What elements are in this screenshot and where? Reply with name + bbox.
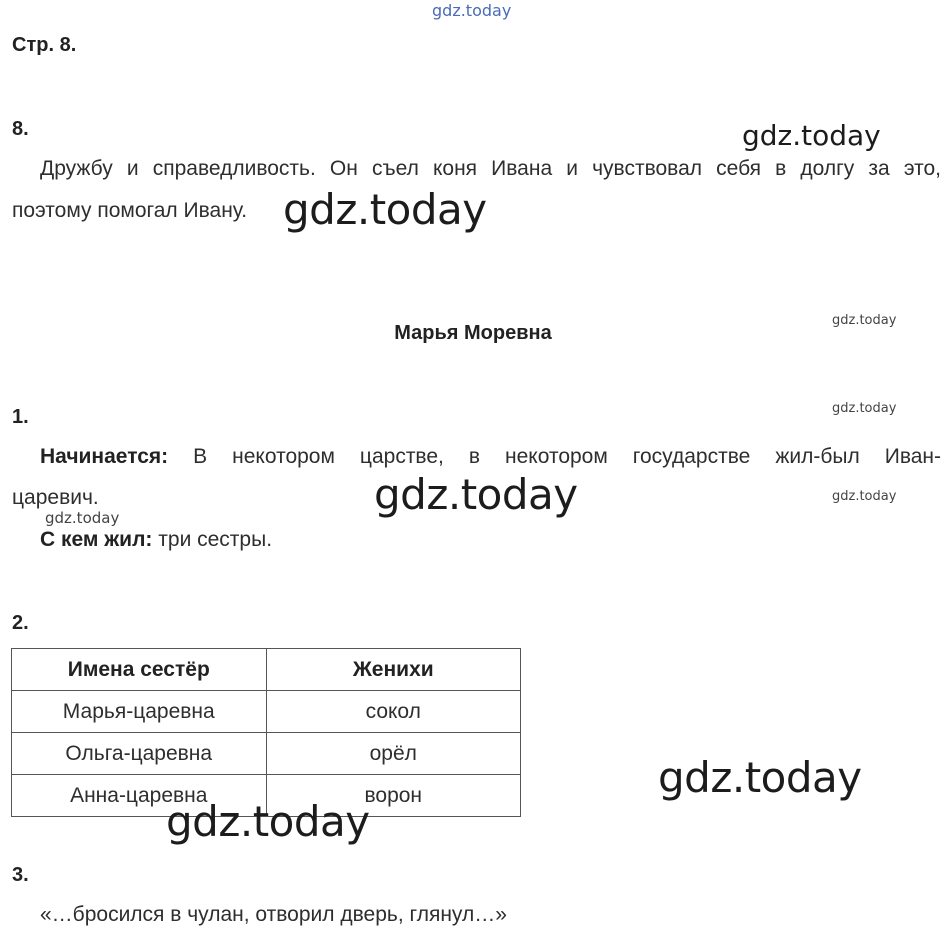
task-8-line-1: Дружбу и справедливость. Он съел коня Ивана и чувствовал себя в долгу за это, [40, 157, 941, 180]
watermark: gdz.today [374, 470, 578, 519]
watermark: gdz.today [832, 401, 897, 416]
sister-name-cell: Ольга-царевна [12, 733, 267, 775]
sisters-table [11, 648, 521, 817]
task-2-number: 2. [12, 612, 29, 634]
begins-text-line-1: В некотором царстве, в некотором государстве жил-был Иван- [193, 445, 942, 468]
watermark: gdz.today [658, 753, 862, 802]
watermark-top: gdz.today [432, 1, 512, 20]
table-row [12, 691, 521, 733]
groom-cell: сокол [266, 691, 521, 733]
lived-label: С кем жил: [40, 528, 153, 551]
watermark: gdz.today [832, 313, 897, 328]
task-1-begins-line [40, 445, 941, 469]
page-label: Стр. 8. [12, 34, 77, 56]
groom-cell: ворон [266, 775, 521, 817]
header-grooms: Женихи [266, 649, 521, 691]
story-title: Марья Моревна [394, 322, 552, 344]
groom-cell: орёл [266, 733, 521, 775]
sister-name-cell: Марья-царевна [12, 691, 267, 733]
task-8-line-2: поэтому помогал Ивану. [12, 199, 248, 222]
watermark: gdz.today [283, 185, 487, 234]
task-1-number: 1. [12, 406, 29, 428]
watermark: gdz.today [742, 119, 881, 152]
table-header-row [12, 649, 521, 691]
task-8-number: 8. [12, 118, 29, 140]
sister-name-cell: Анна-царевна [12, 775, 267, 817]
watermark: gdz.today [166, 797, 370, 846]
table-row [12, 733, 521, 775]
task-3-number: 3. [12, 864, 29, 886]
watermark: gdz.today [832, 489, 897, 504]
task-3-quote: «…бросился в чулан, отворил дверь, глянул…» [40, 903, 507, 926]
begins-text-line-2: царевич. [12, 486, 99, 509]
begins-label: Начинается: [40, 445, 169, 468]
lived-text: три сестры. [158, 528, 273, 551]
watermark: gdz.today [45, 509, 120, 527]
task-1-lived-line [40, 528, 272, 552]
header-sister-names: Имена сестёр [12, 649, 267, 691]
